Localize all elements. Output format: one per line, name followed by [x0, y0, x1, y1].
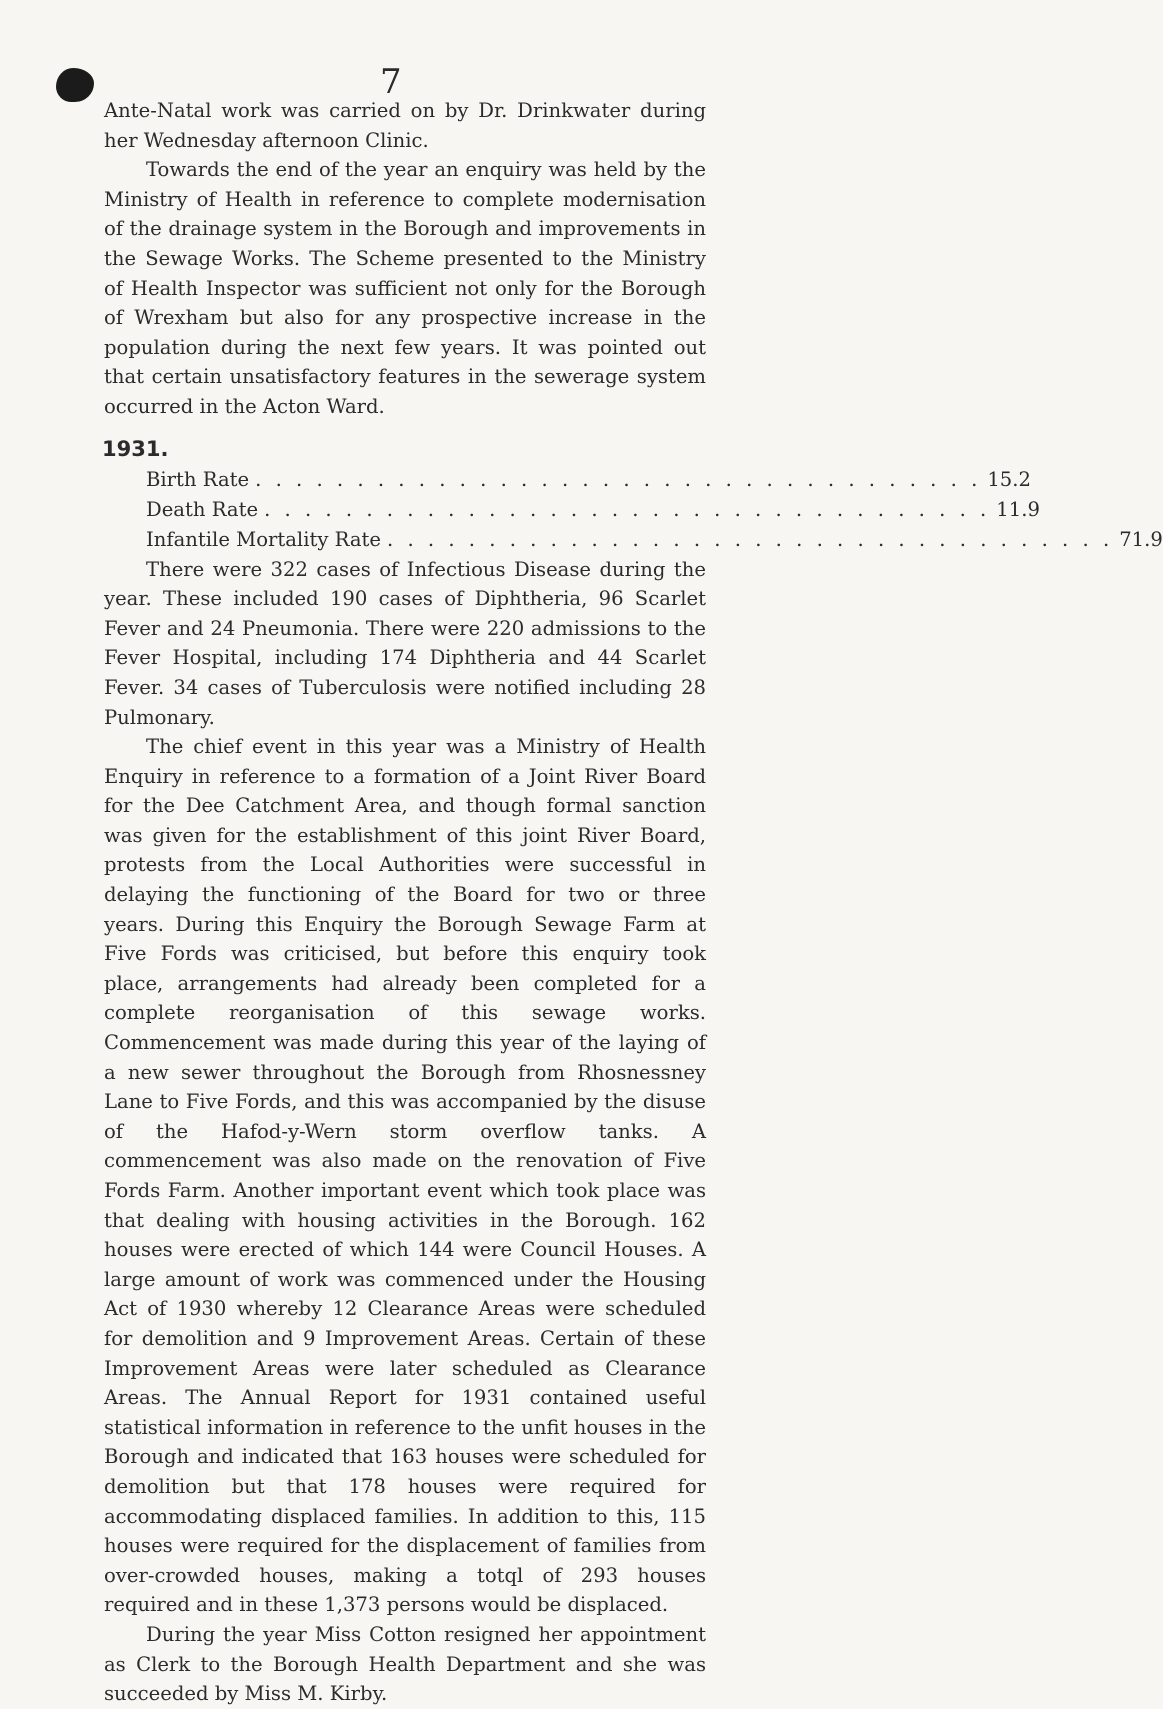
- stat-value: 11.9: [996, 497, 1040, 521]
- leader-dots: . . . . . . . . . . . . . . . . . . . . . . . . . . . . . . . . . . . .: [264, 497, 991, 521]
- ink-blot: [56, 68, 94, 102]
- paragraph: Towards the end of the year an enquiry was held by the Ministry of Health in reference to complete modernisation of the drainage system in the Borough and improvements in the Sewage Works. The Scheme presented to the Ministry of Health Inspector was sufficient not only for the Borough of Wrexham but also for any prospective increase in the population during the next few years. It was pointed out that certain unsatisfactory features in the sewerage system occurred in the Acton Ward.: [104, 158, 706, 418]
- paragraph: The chief event in this year was a Ministry of Health Enquiry in reference to a formation of a Joint River Board for the Dee Catchment Area, and though formal sanction was given for the establishment of this joint River Board, protests from the Local Authorities were successful in delaying the functioning of the Board for two or three years. During this Enquiry the Borough Sewage Farm at Five Fords was criticised, but before this enquiry took place, arrangements had already been completed for a complete reorganisation of this sewage works. Commencement was made during this year of the laying of a new sewer throughout the Borough from Rhosnessney Lane to Five Fords, and this was accompanied by the disuse of the Hafod-y-Wern storm overflow tanks. A commencement was also made on the renovation of Five Fords Farm. Another important event which took place was that dealing with housing activities in the Borough. 162 houses were erected of which 144 were Council Houses. A large amount of work was commenced under the Housing Act of 1930 whereby 12 Clearance Areas were scheduled for demolition and 9 Improvement Areas. Certain of these Improvement Areas were later scheduled as Clearance Areas. The Annual Report for 1931 contained useful statistical information in reference to the unfit houses in the Borough and indicated that 163 houses were scheduled for demolition but that 178 houses were required for accommodating displaced families. In addition to this, 115 houses were required for the displacement of families from over-crowded houses, making a totql of 293 houses required and in these 1,373 persons would be displaced.: [104, 735, 706, 1617]
- leader-dots: . . . . . . . . . . . . . . . . . . . . . . . . . . . . . . . . . . . .: [255, 467, 982, 491]
- stat-row-infantile-mortality: [146, 525, 1163, 555]
- paragraph: Ante-Natal work was carried on by Dr. Drinkwater during her Wednesday afternoon Clinic.: [104, 99, 706, 152]
- page-number: 7: [380, 62, 402, 102]
- paragraph: There were 322 cases of Infectious Disease during the year. These included 190 cases of Diphtheria, 96 Scarlet Fever and 24 Pneumonia. There were 220 admissions to the Fever Hospital, including 174 Diphtheria and 44 Scarlet Fever. 34 cases of Tuberculosis were notified including 28 Pulmonary.: [104, 557, 706, 729]
- body-text: [102, 96, 1163, 1709]
- section-heading-year: 1931.: [102, 436, 169, 461]
- stat-label: Infantile Mortality Rate: [146, 527, 381, 551]
- stat-row-death-rate: [146, 495, 1040, 525]
- vital-statistics-list: [146, 465, 1163, 555]
- stat-row-birth-rate: [146, 465, 1031, 495]
- leader-dots: . . . . . . . . . . . . . . . . . . . . . . . . . . . . . . . . . . . .: [386, 527, 1114, 551]
- stat-value: 71.9: [1119, 527, 1163, 551]
- stat-label: Birth Rate: [146, 467, 250, 491]
- paragraph: During the year Miss Cotton resigned her appointment as Clerk to the Borough Health Department and she was succeeded by Miss M. Kirby.: [104, 1622, 706, 1706]
- stat-value: 15.2: [987, 467, 1031, 491]
- stat-label: Death Rate: [146, 497, 259, 521]
